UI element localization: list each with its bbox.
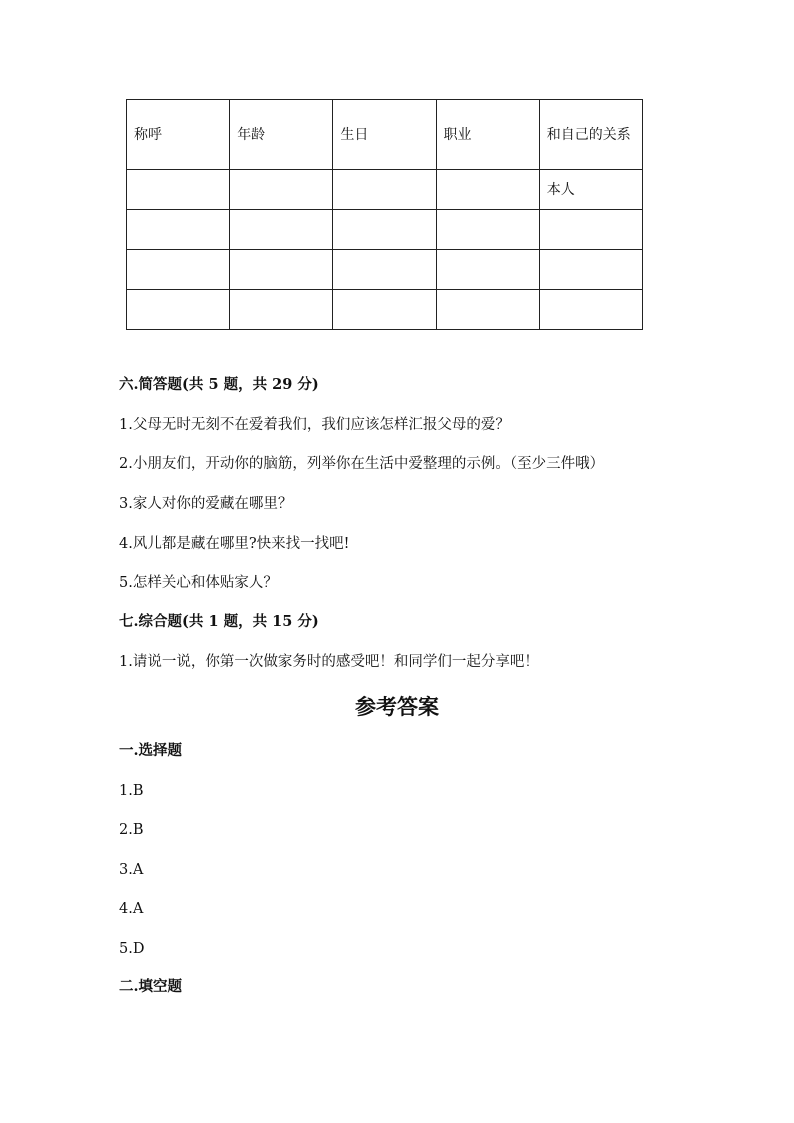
table-cell	[333, 290, 436, 330]
table-cell	[127, 210, 230, 250]
section-6-heading: 六.简答题(共 5 题，共 29 分)	[119, 376, 319, 393]
table-cell	[333, 250, 436, 290]
table-cell	[539, 290, 642, 330]
question-item: 5.怎样关心和体贴家人？	[119, 575, 278, 591]
table-cell	[436, 210, 539, 250]
table-cell	[127, 250, 230, 290]
question-item: 4.风儿都是藏在哪里?快来找一找吧!	[119, 536, 350, 552]
table-row	[127, 250, 643, 290]
family-info-table	[126, 99, 643, 330]
question-item: 3.家人对你的爱藏在哪里？	[119, 496, 293, 512]
answer-item: 2.B	[119, 822, 144, 838]
table-cell	[333, 210, 436, 250]
question-item: 2.小朋友们，开动你的脑筋，列举你在生活中爱整理的示例。（至少三件哦）	[119, 456, 605, 472]
table-cell	[436, 250, 539, 290]
table-row	[127, 210, 643, 250]
table-cell	[230, 290, 333, 330]
question-item: 1.父母无时无刻不在爱着我们，我们应该怎样汇报父母的爱？	[119, 417, 510, 433]
table-cell	[436, 170, 539, 210]
answer-item: 3.A	[119, 862, 144, 878]
table-cell: 本人	[539, 170, 642, 210]
answers-section-1-heading: 一.选择题	[119, 742, 183, 759]
table-header-cell: 称呼	[127, 100, 230, 170]
table-header-row	[127, 100, 643, 170]
table-cell	[436, 290, 539, 330]
answers-section-2-heading: 二.填空题	[119, 978, 183, 995]
table-cell	[333, 170, 436, 210]
question-item: 1.请说一说，你第一次做家务时的感受吧！和同学们一起分享吧！	[119, 654, 539, 670]
answer-item: 4.A	[119, 901, 144, 917]
answer-item: 1.B	[119, 783, 144, 799]
table-cell	[230, 250, 333, 290]
answer-key-title: 参考答案	[355, 694, 439, 719]
table-header-cell: 和自己的关系	[539, 100, 642, 170]
table-cell	[539, 250, 642, 290]
table-cell	[127, 170, 230, 210]
table-cell	[539, 210, 642, 250]
table-row	[127, 290, 643, 330]
answer-item: 5.D	[119, 941, 145, 957]
table-header-cell: 年龄	[230, 100, 333, 170]
table-cell	[230, 170, 333, 210]
table-cell	[230, 210, 333, 250]
table-header-cell: 职业	[436, 100, 539, 170]
section-7-heading: 七.综合题(共 1 题，共 15 分)	[119, 613, 319, 630]
table-header-cell: 生日	[333, 100, 436, 170]
table-row	[127, 170, 643, 210]
table-cell	[127, 290, 230, 330]
